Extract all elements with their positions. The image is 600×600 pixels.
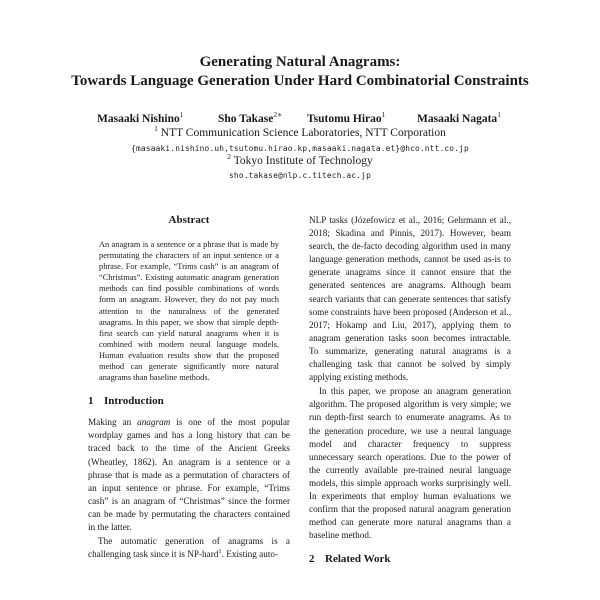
author-name: Sho Takase$^{2∗}$ <box>218 110 283 125</box>
author-name: Tsutomu Hirao$^1$ <box>307 110 386 125</box>
right-column <box>309 214 511 566</box>
intro-paragraph-2-continued: NLP tasks (Józefowicz et al., 2016; Gehrmann et al., 2018; Skadina and Pinnis, 2017). However, beam search, the de-facto decoding algorithm used in many language generation methods, cannot be used as-is to generate anagrams since it cannot ensure that the generated sentences are anagrams. Although beam search variants that can generate sentences that satisfy some constraints have been proposed (Anderson et al., 2017; Hokamp and Liu, 2017), applying them to anagram generation tasks soon becomes intractable. To summarize, generating natural anagrams is a challenging task that cannot be solved by simply applying existing methods. <box>309 215 511 383</box>
section-heading-introduction: 1 Introduction <box>88 395 164 408</box>
intro-paragraph-1: Making an anagram is one of the most popular wordplay games and has a long history that can be traced back to the time of the Ancient Greeks (Wheatley, 1862). An anagram is a sentence or a phrase that is made as a permutation of characters of an input sentence or phrase. For example, “Trims cash” is an anagram of “Christmas” since the former can be made by permutating the characters contained in the latter. <box>88 417 290 532</box>
intro-paragraph-3: In this paper, we propose an anagram generation algorithm. The proposed algorithm is very simple; we run depth-first search to enumerate anagrams. As to the generation procedure, we use a neural language model and character frequency to suppress unnecessary search operations. Due to the power of the currently available pre-trained neural language models, this simple approach works surprisingly well. In experiments that employ human evaluations we confirm that the proposed natural anagram generation method can generate more natural anagrams than a baseline method. <box>309 386 511 541</box>
left-column <box>88 214 290 561</box>
author-name: Masaaki Nishino$^1$ <box>97 110 184 125</box>
paper-title-line-1: Generating Natural Anagrams: <box>199 54 401 70</box>
paper-title-line-2: Towards Language Generation Under Hard Combinatorial Constraints <box>71 73 529 89</box>
affiliation-2: $^2$ Tokyo Institute of Technology <box>227 152 373 167</box>
abstract-heading: Abstract <box>168 214 210 226</box>
section-heading-related-work: 2 Related Work <box>309 553 391 566</box>
affiliation-1-email: {masaaki.nishino.uh,tsutomu.hirao.kp,masaaki.nagata.et}@hco.ntt.co.jp <box>131 144 469 153</box>
affiliation-2-email: sho.takase@nlp.c.titech.ac.jp <box>229 171 371 180</box>
author-name: Masaaki Nagata$^1$ <box>417 110 501 125</box>
abstract-text: An anagram is a sentence or a phrase that is made by permutating the characters of an input sentence or a phrase. For example, “Trims cash” is an anagram of “Christmas”. Existing automatic anagram generation methods can find possible combinations of words form an anagram. However, they do not pay much attention to the naturalness of the generated anagrams. In this paper, we show that simple depth-first search can yield natural anagrams when it is combined with modern neural language models. Human evaluation results show that the proposed method can generate significantly more natural anagrams than baseline methods. <box>99 240 279 383</box>
intro-paragraph-2: The automatic generation of anagrams is a challenging task since it is NP-hard$^1$. Existing auto- <box>88 536 290 560</box>
affiliation-1: $^1$ NTT Communication Science Laboratories, NTT Corporation <box>154 124 446 139</box>
